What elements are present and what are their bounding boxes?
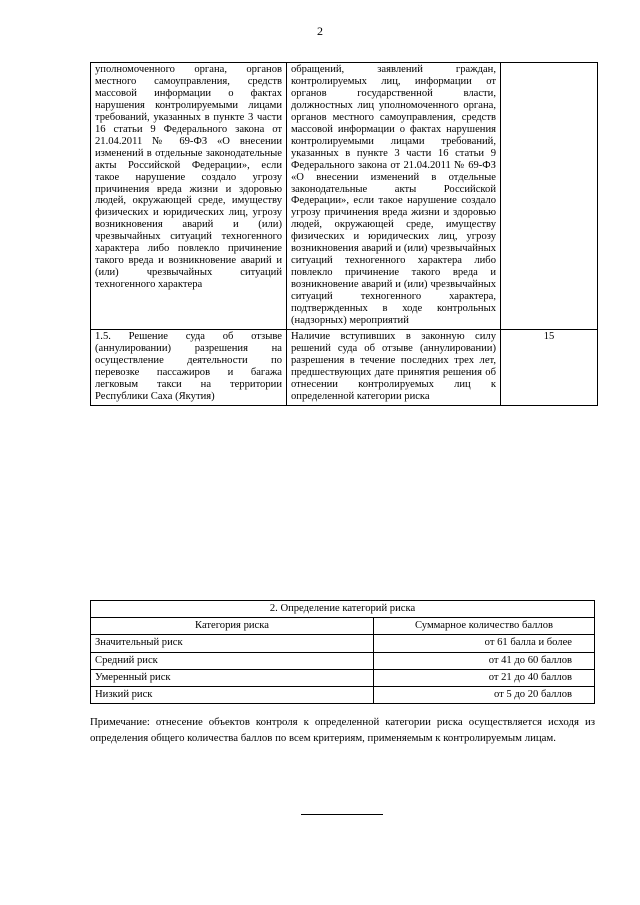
criterion-cell: уполномоченного органа, органов местного самоуправления, средств массовой информации о фактах нарушения контролируемыми лицами требований, указанных в пункте 3 части 16 статьи 9 Федерального закона от 21.04.2011 № 69-ФЗ «О внесении изменений в отдельные законодательные акты Российской Федерации», если такое нарушение создало угрозу причинения вреда жизни и здоровью людей, окружающей среде, имуществу физических и юридических лиц, угрозу возникновения аварий и (или) чрезвычайных ситуаций техногенного характера либо повлекло причинение такого вреда и возникновение аварий и (или) чрезвычайных ситуаций техногенного характера bbox=[91, 63, 287, 330]
risk-table-title: 2. Определение категорий риска bbox=[91, 601, 595, 618]
note-paragraph: Примечание: отнесение объектов контроля к определенной категории риска осуществляется исходя из определения общего количества баллов по всем критериям, применяемым к контролируемым лицам. bbox=[90, 716, 595, 744]
table-row bbox=[91, 669, 595, 686]
risk-category-cell: Низкий риск bbox=[91, 687, 374, 704]
page-number: 2 bbox=[317, 24, 323, 38]
risk-points-cell: от 21 до 40 баллов bbox=[374, 669, 595, 686]
risk-category-cell: Значительный риск bbox=[91, 635, 374, 652]
signature-line bbox=[301, 814, 383, 815]
criterion-cell: 1.5. Решение суда об отзыве (аннулировании) разрешения на осуществление деятельности по перевозке пассажиров и багажа легковым такси на территории Республики Саха (Якутия) bbox=[91, 329, 287, 405]
indicator-cell: Наличие вступивших в законную силу решений суда об отзыве (аннулировании) разрешения в течение последних трех лет, предшествующих дате принятия решения об отнесении контролируемых лиц к определенной категории риска bbox=[287, 329, 501, 405]
risk-category-cell: Умеренный риск bbox=[91, 669, 374, 686]
criteria-table bbox=[90, 62, 598, 406]
table-row bbox=[91, 63, 598, 330]
score-cell: 15 bbox=[501, 329, 598, 405]
table-title-row bbox=[91, 601, 595, 618]
indicator-cell: обращений, заявлений граждан, контролируемых лиц, информации от органов государственной власти, должностных лиц уполномоченного органа, органов местного самоуправления, средств массовой информации о фактах нарушения контролируемыми лицами требований, указанных в пункте 3 части 16 статьи 9 Федерального закона от 21.04.2011 № 69-ФЗ «О внесении изменений в отдельные законодательные акты Российской Федерации», если такое нарушение создало угрозу причинения вреда жизни и здоровью людей, окружающей среде, имуществу физических и юридических лиц, угрозу возникновения аварий и (или) чрезвычайных ситуаций техногенного характера либо повлекло причинение такого вреда и возникновение аварий и (или) чрезвычайных ситуаций техногенного характера, подтвержденных в ходе контрольных (надзорных) мероприятий bbox=[287, 63, 501, 330]
table-row bbox=[91, 652, 595, 669]
risk-categories-table bbox=[90, 600, 595, 704]
column-header-points: Суммарное количество баллов bbox=[374, 618, 595, 635]
score-cell bbox=[501, 63, 598, 330]
risk-category-cell: Средний риск bbox=[91, 652, 374, 669]
risk-points-cell: от 61 балла и более bbox=[374, 635, 595, 652]
column-header-category: Категория риска bbox=[91, 618, 374, 635]
table-row bbox=[91, 329, 598, 405]
table-header-row bbox=[91, 618, 595, 635]
table-row bbox=[91, 635, 595, 652]
table-row bbox=[91, 687, 595, 704]
risk-points-cell: от 5 до 20 баллов bbox=[374, 687, 595, 704]
risk-points-cell: от 41 до 60 баллов bbox=[374, 652, 595, 669]
